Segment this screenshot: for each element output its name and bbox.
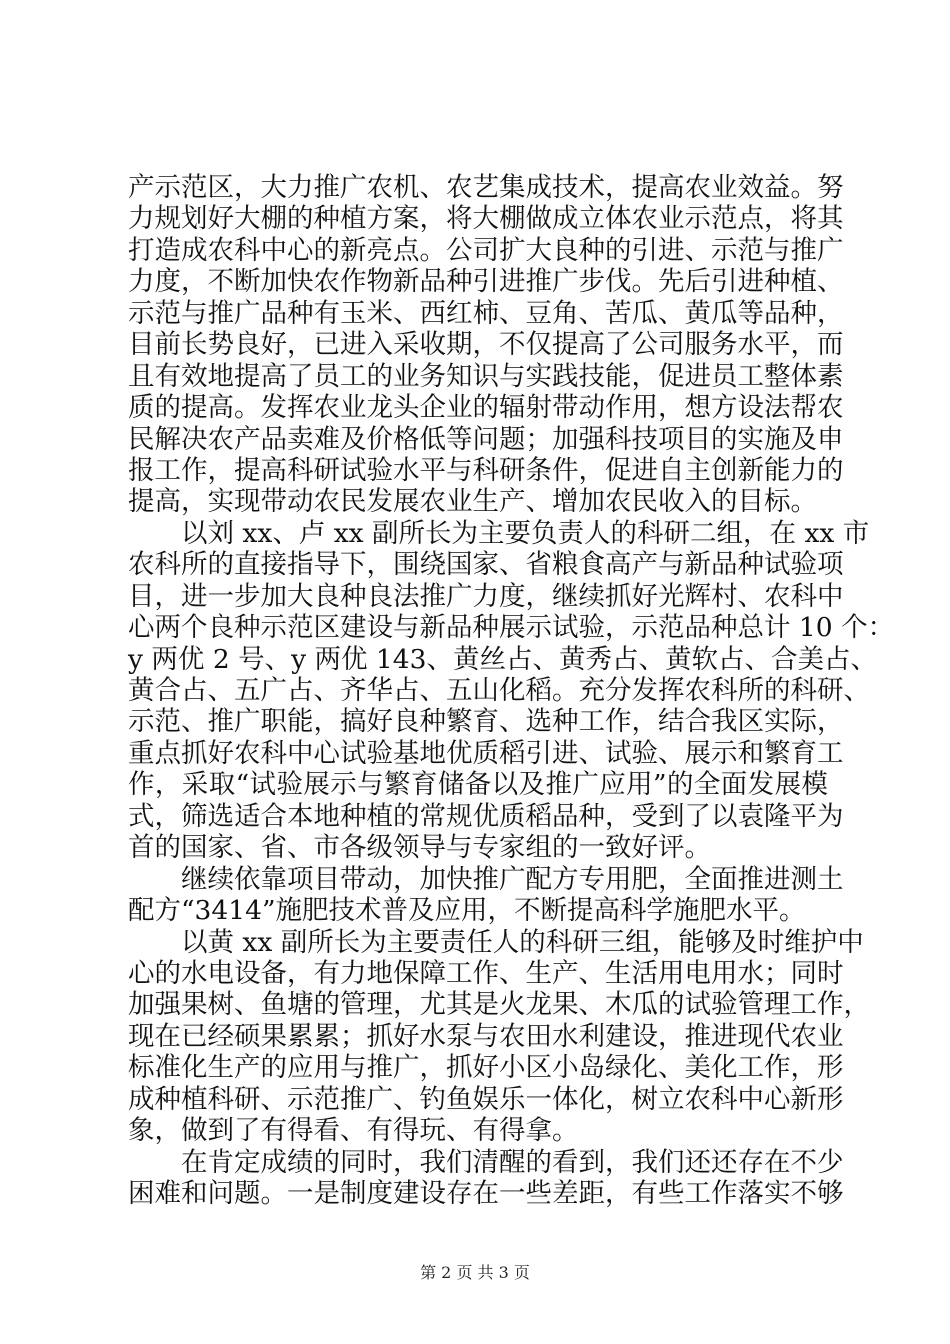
text-line: 产示范区，大力推广农机、农艺集成技术，提高农业效益。努 <box>128 172 844 203</box>
text-line: 目前长势良好，已进入采收期，不仅提高了公司服务水平，而 <box>128 329 844 360</box>
text-line: 困难和问题。一是制度建设存在一些差距，有些工作落实不够 <box>128 1178 844 1209</box>
text-line: 重点抓好农科中心试验基地优质稻引进、试验、展示和繁育工 <box>128 738 844 769</box>
text-line: 继续依靠项目带动，加快推广配方专用肥，全面推进测土 <box>128 864 844 895</box>
text-line: 力规划好大棚的种植方案，将大棚做成立体农业示范点，将其 <box>128 203 844 234</box>
text-line: 打造成农科中心的新亮点。公司扩大良种的引进、示范与推广 <box>128 235 844 266</box>
page-number-footer: 第 2 页 共 3 页 <box>420 1263 530 1282</box>
text-line: 报工作，提高科研试验水平与科研条件，促进自主创新能力的 <box>128 455 844 486</box>
text-line: 示范与推广品种有玉米、西红柿、豆角、苦瓜、黄瓜等品种， <box>128 298 844 329</box>
text-line: 目，进一步加大良种良法推广力度，继续抓好光辉村、农科中 <box>128 581 844 612</box>
text-line: 现在已经硕果累累；抓好水泵与农田水利建设，推进现代农业 <box>128 1021 844 1052</box>
text-line: 农科所的直接指导下，围绕国家、省粮食高产与新品种试验项 <box>128 549 844 580</box>
text-line: 式，筛选适合本地种植的常规优质稻品种，受到了以袁隆平为 <box>128 801 844 832</box>
text-line: 心两个良种示范区建设与新品种展示试验，示范品种总计 10 个： <box>128 612 895 643</box>
text-line: 象，做到了有得看、有得玩、有得拿。 <box>128 1115 579 1146</box>
text-line: 以黄 xx 副所长为主要责任人的科研三组，能够及时维护中 <box>128 927 864 958</box>
text-line: 成种植科研、示范推广、钓鱼娱乐一体化，树立农科中心新形 <box>128 1084 844 1115</box>
text-line: 示范、推广职能，搞好良种繁育、选种工作，结合我区实际， <box>128 706 844 737</box>
text-line: 配方“3414”施肥技术普及应用，不断提高科学施肥水平。 <box>128 895 806 926</box>
text-line: 提高，实现带动农民发展农业生产、增加农民收入的目标。 <box>128 486 817 517</box>
text-line: 以刘 xx、卢 xx 副所长为主要负责人的科研二组，在 xx 市 <box>128 518 870 549</box>
text-line: 加强果树、鱼塘的管理，尤其是火龙果、木瓜的试验管理工作， <box>128 989 870 1020</box>
text-line: 且有效地提高了员工的业务知识与实践技能，促进员工整体素 <box>128 361 844 392</box>
text-line: 首的国家、省、市各级领导与专家组的一致好评。 <box>128 832 711 863</box>
text-line: 心的水电设备，有力地保障工作、生产、生活用电用水；同时 <box>128 958 844 989</box>
text-line: 黄合占、五广占、齐华占、五山化稻。充分发挥农科所的科研、 <box>128 675 870 706</box>
text-line: 作，采取“试验展示与繁育储备以及推广应用”的全面发展模 <box>128 769 828 800</box>
text-line: 民解决农产品卖难及价格低等问题；加强科技项目的实施及申 <box>128 424 844 455</box>
text-line: 在肯定成绩的同时，我们清醒的看到，我们还还存在不少 <box>128 1147 844 1178</box>
text-line: 质的提高。发挥农业龙头企业的辐射带动作用，想方设法帮农 <box>128 392 844 423</box>
text-line: y 两优 2 号、y 两优 143、黄丝占、黄秀占、黄软占、合美占、 <box>128 644 877 675</box>
text-line: 力度，不断加快农作物新品种引进推广步伐。先后引进种植、 <box>128 266 844 297</box>
text-line: 标准化生产的应用与推广，抓好小区小岛绿化、美化工作，形 <box>128 1052 844 1083</box>
